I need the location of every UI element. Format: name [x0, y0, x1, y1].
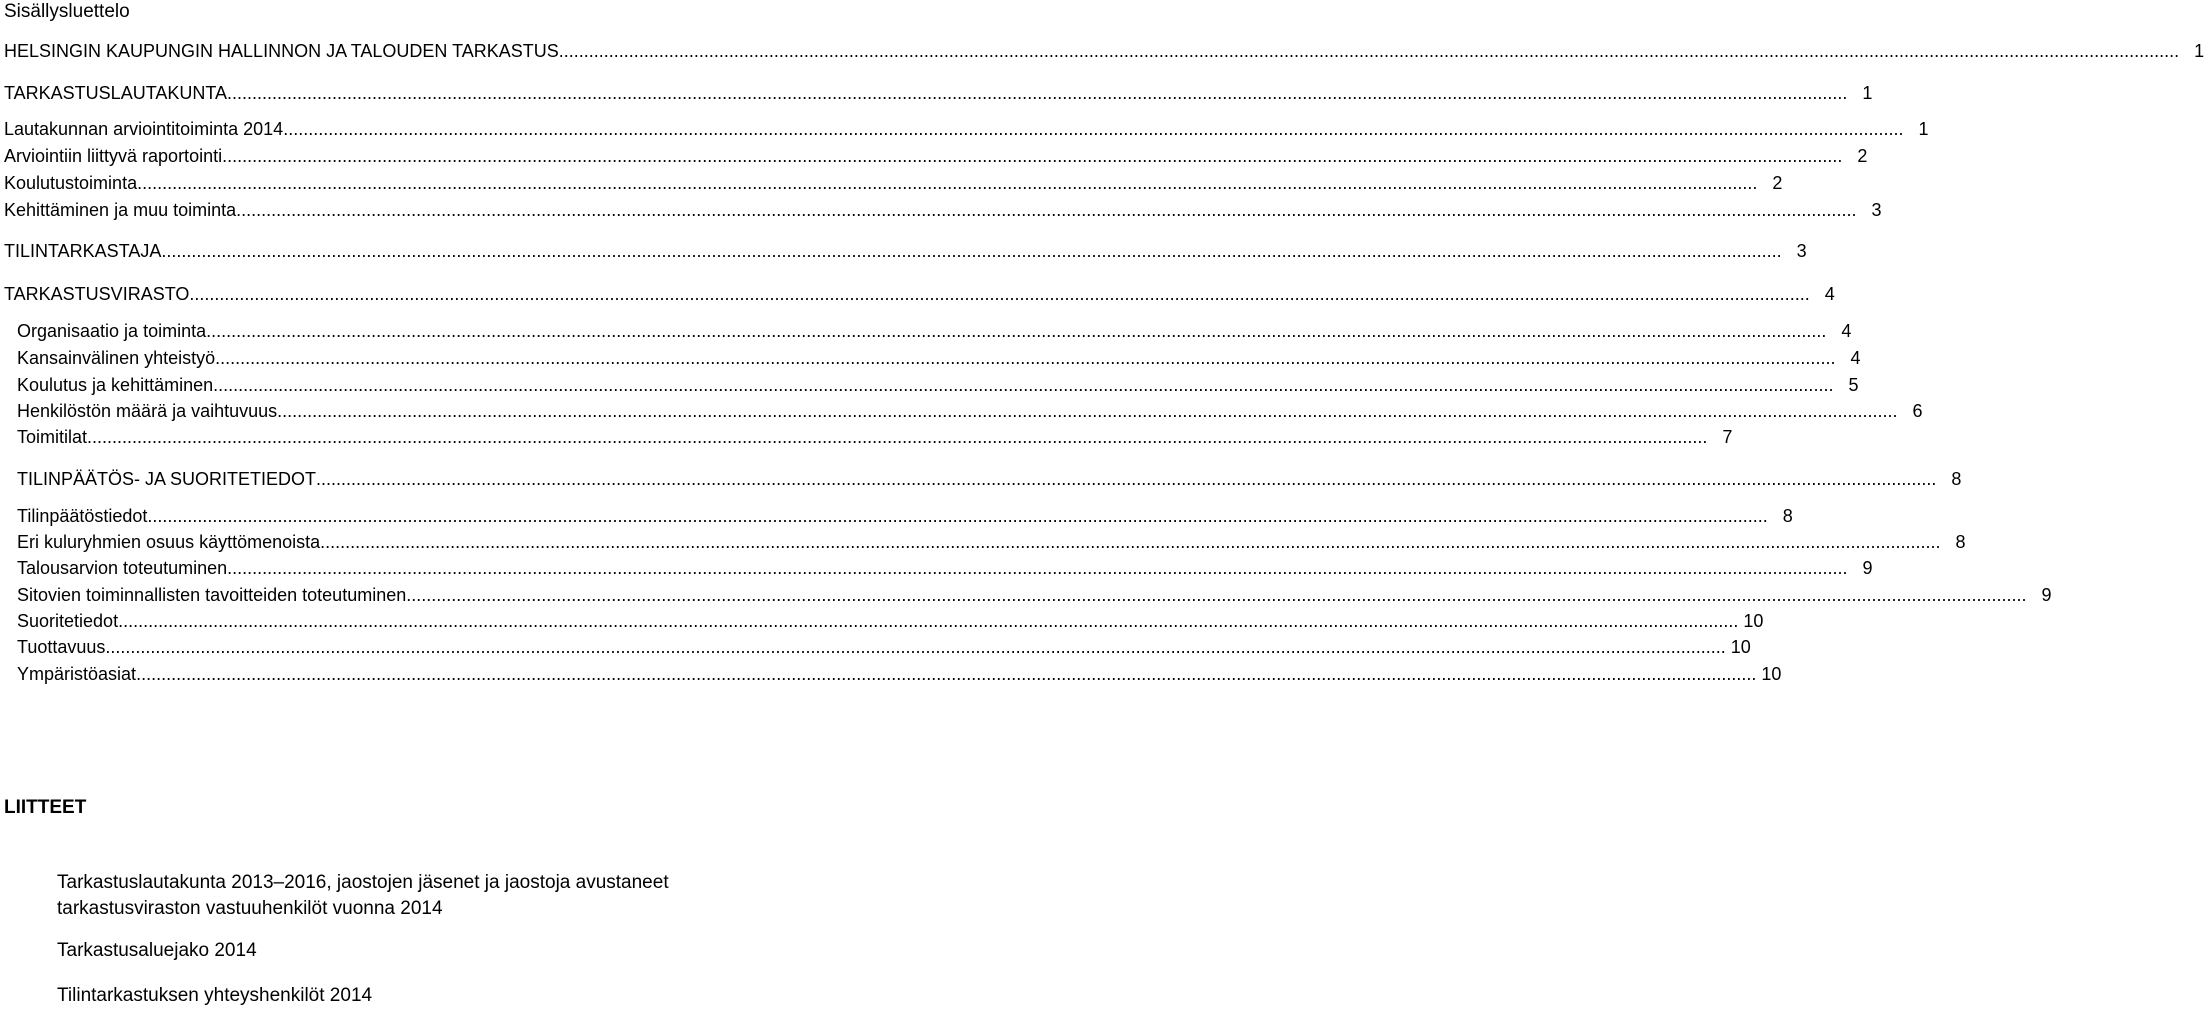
toc-entry[interactable] [4, 240, 1807, 262]
toc-page-number: 3 [1796, 241, 1807, 261]
toc-entry-label: Organisaatio ja toiminta [17, 321, 207, 341]
toc-page-number: 2 [1772, 173, 1783, 193]
toc-page-number: 8 [1955, 532, 1966, 552]
toc-page-number: 9 [2041, 585, 2052, 605]
toc-page-number: 8 [1782, 506, 1793, 526]
toc-page-number: 4 [1850, 348, 1861, 368]
toc-dot-leader [406, 584, 2026, 606]
toc-entry[interactable] [17, 426, 1733, 448]
toc-entry-label: TARKASTUSLAUTAKUNTA [4, 83, 228, 103]
toc-page-number: 3 [1871, 200, 1882, 220]
toc-entry[interactable] [17, 557, 1873, 579]
toc-page-number: 1 [1918, 119, 1929, 139]
appendix-item[interactable] [57, 983, 372, 1009]
toc-page-number: 6 [1912, 401, 1923, 421]
toc-entry[interactable] [4, 40, 2204, 62]
toc-dot-leader [320, 531, 1940, 553]
appendix-item-line: Tilintarkastuksen yhteyshenkilöt 2014 [57, 985, 373, 1006]
toc-entry-label: Koulutus ja kehittäminen [17, 375, 214, 395]
toc-entry[interactable] [4, 145, 1868, 167]
toc-entry-label: TILINTARKASTAJA [4, 241, 162, 261]
toc-entry-label: Koulutustoiminta [4, 173, 138, 193]
appendix-item[interactable] [57, 870, 669, 922]
toc-entry[interactable] [4, 199, 1882, 221]
toc-entry[interactable] [4, 172, 1783, 194]
toc-entry-label: Eri kuluryhmien osuus käyttömenoista [17, 532, 321, 552]
toc-entry[interactable] [17, 347, 1861, 369]
appendix-item[interactable] [57, 938, 257, 964]
page-title: Sisällysluettelo [4, 1, 130, 22]
toc-dot-leader [137, 172, 1757, 194]
toc-entry-label: Henkilöstön määrä ja vaihtuvuus [17, 401, 278, 421]
toc-entry-label: Tuottavuus [17, 637, 106, 657]
toc-entry-label: Ympäristöasiat [17, 664, 137, 684]
toc-page-number: 4 [1841, 321, 1852, 341]
toc-entry[interactable] [17, 505, 1793, 527]
toc-entry-label: HELSINGIN KAUPUNGIN HALLINNON JA TALOUDEN TARKASTUS [4, 41, 559, 61]
toc-dot-leader [227, 557, 1847, 579]
toc-dot-leader [147, 505, 1767, 527]
toc-dot-leader [105, 636, 1725, 658]
toc-entry-label: Suoritetiedot [17, 611, 119, 631]
toc-dot-leader [283, 118, 1903, 140]
toc-entry-label: Kehittäminen ja muu toiminta [4, 200, 237, 220]
appendix-item-line: Tarkastusaluejako 2014 [57, 940, 257, 961]
toc-entry-label: Tilinpäätöstiedot [17, 506, 148, 526]
toc-entry-label: TARKASTUSVIRASTO [4, 284, 190, 304]
toc-dot-leader [222, 145, 1842, 167]
toc-dot-leader [213, 374, 1833, 396]
toc-entry[interactable] [17, 374, 1859, 396]
toc-entry[interactable] [17, 663, 1782, 685]
toc-page-number: 10 [1730, 637, 1751, 657]
toc-entry-label: Kansainvälinen yhteistyö [17, 348, 216, 368]
toc-page-number: 1 [2194, 41, 2204, 61]
toc-dot-leader [227, 82, 1847, 104]
toc-entry[interactable] [17, 584, 2052, 606]
toc-page-number: 10 [1743, 611, 1764, 631]
toc-page-number: 9 [1862, 558, 1873, 578]
toc-entry-label: Lautakunnan arviointitoiminta 2014 [4, 119, 284, 139]
toc-dot-leader [215, 347, 1835, 369]
appendices-heading: LIITTEET [4, 797, 87, 818]
toc-page-number: 4 [1824, 284, 1835, 304]
toc-dot-leader [316, 468, 1936, 490]
toc-dot-leader [136, 663, 1756, 685]
toc-page-number: 7 [1722, 427, 1733, 447]
toc-entry-label: Toimitilat [17, 427, 88, 447]
toc-dot-leader [236, 199, 1856, 221]
toc-dot-leader [277, 400, 1897, 422]
toc-entry-label: TILINPÄÄTÖS- JA SUORITETIEDOT [17, 469, 317, 489]
toc-dot-leader [206, 320, 1826, 342]
toc-entry[interactable] [4, 82, 1873, 104]
appendix-item-line: Tarkastuslautakunta 2013–2016, jaostojen jäsenet ja jaostoja avustaneet [57, 872, 669, 893]
toc-page-number: 8 [1951, 469, 1962, 489]
toc-page-number: 10 [1761, 664, 1782, 684]
toc-entry[interactable] [17, 320, 1852, 342]
toc-page-number: 5 [1848, 375, 1859, 395]
toc-page-number: 1 [1862, 83, 1873, 103]
toc-entry-label: Arviointiin liittyvä raportointi [4, 146, 223, 166]
toc-entry[interactable] [17, 636, 1751, 658]
toc-entry[interactable] [17, 400, 1923, 422]
toc-entry[interactable] [4, 283, 1835, 305]
toc-dot-leader [161, 240, 1781, 262]
appendix-item-line: tarkastusviraston vastuuhenkilöt vuonna 2014 [57, 898, 443, 919]
toc-dot-leader [559, 40, 2179, 62]
toc-page-number: 2 [1857, 146, 1868, 166]
toc-dot-leader [189, 283, 1809, 305]
toc-entry-label: Talousarvion toteutuminen [17, 558, 228, 578]
toc-entry[interactable] [17, 610, 1764, 632]
toc-entry-label: Sitovien toiminnallisten tavoitteiden toteutuminen [17, 585, 407, 605]
toc-entry[interactable] [17, 468, 1962, 490]
toc-entry[interactable] [4, 118, 1929, 140]
toc-dot-leader [87, 426, 1707, 448]
toc-entry[interactable] [17, 531, 1966, 553]
toc-dot-leader [118, 610, 1738, 632]
